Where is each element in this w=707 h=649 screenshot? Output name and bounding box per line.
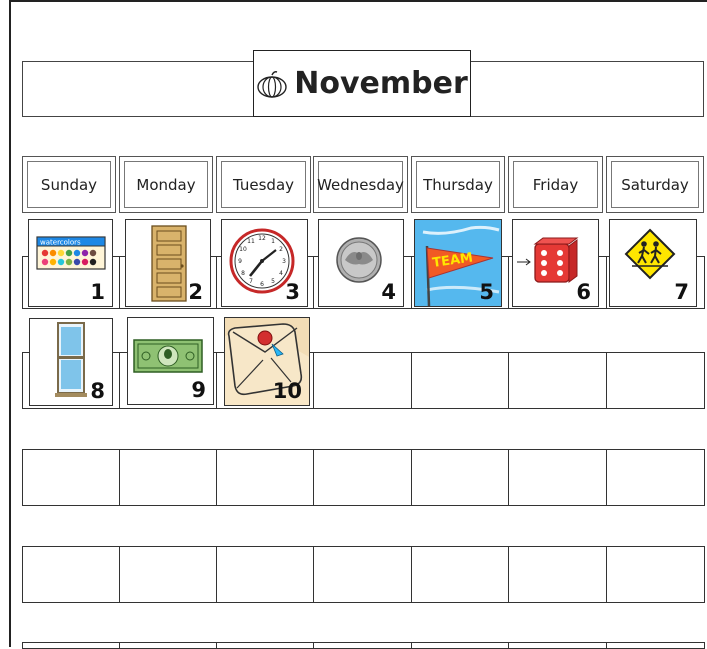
day-card-9[interactable]: [127, 317, 214, 405]
weekday-label: Sunday: [40, 175, 98, 194]
calendar-cell: [411, 449, 509, 506]
calendar-cell: [508, 352, 607, 409]
svg-text:11: 11: [247, 238, 255, 245]
calendar-cell: [508, 449, 607, 506]
day-number: 1: [90, 280, 105, 304]
calendar-cell: [22, 449, 120, 506]
day-card-3[interactable]: [221, 219, 308, 307]
pumpkin-icon: [256, 69, 288, 99]
weekday-label: Wednesday: [317, 175, 404, 194]
calendar-cell: [606, 449, 705, 506]
svg-text:8: 8: [241, 270, 245, 277]
weekday-header-friday: [508, 156, 603, 213]
svg-text:9: 9: [238, 258, 242, 265]
watercolors-label: watercolors: [40, 238, 81, 247]
svg-text:7: 7: [249, 278, 253, 285]
calendar-cell: [216, 449, 314, 506]
calendar-cell: [313, 642, 412, 649]
svg-text:5: 5: [271, 278, 275, 285]
calendar-cell: [606, 642, 705, 649]
calendar-cell: [411, 642, 509, 649]
weekday-header-thursday: [411, 156, 505, 213]
calendar-cell: [119, 546, 217, 603]
calendar-cell: [411, 352, 509, 409]
calendar-cell: [313, 546, 412, 603]
page-border-top: [9, 0, 707, 2]
day-card-4[interactable]: [318, 219, 404, 307]
day-card-8[interactable]: [29, 318, 113, 406]
calendar-cell: [119, 642, 217, 649]
day-number: 6: [576, 280, 591, 304]
weekday-label: Friday: [532, 175, 579, 194]
day-number: 3: [285, 280, 300, 304]
weekday-header-monday: [119, 156, 213, 213]
svg-text:12: 12: [258, 235, 266, 242]
day-card-5[interactable]: [414, 219, 502, 307]
day-card-2[interactable]: [125, 219, 211, 307]
month-title: November: [294, 66, 468, 101]
calendar-cell: [216, 546, 314, 603]
day-number: 4: [381, 280, 396, 304]
svg-text:6: 6: [260, 281, 264, 288]
day-number: 9: [191, 378, 206, 402]
svg-text:3: 3: [282, 258, 286, 265]
calendar-cell: [508, 642, 607, 649]
day-card-1[interactable]: [28, 219, 113, 307]
svg-text:10: 10: [239, 246, 247, 253]
day-card-10[interactable]: [224, 317, 310, 406]
svg-text:2: 2: [279, 246, 283, 253]
weekday-label: Tuesday: [232, 175, 295, 194]
pennant-label: TEAM: [431, 250, 474, 271]
weekday-header-wednesday: [313, 156, 408, 213]
weekday-header-saturday: [606, 156, 704, 213]
day-card-6[interactable]: [512, 219, 599, 307]
calendar-cell: [119, 449, 217, 506]
day-number: 8: [90, 379, 105, 403]
calendar-cell: [411, 546, 509, 603]
day-number: 7: [674, 280, 689, 304]
calendar-cell: [22, 546, 120, 603]
calendar-cell: [313, 449, 412, 506]
svg-text:4: 4: [279, 270, 283, 277]
calendar-cell: [313, 352, 412, 409]
calendar-cell: [22, 642, 120, 649]
calendar-cell: [606, 546, 705, 603]
page-border-left: [9, 0, 11, 647]
weekday-label: Monday: [136, 175, 196, 194]
day-number: 2: [188, 280, 203, 304]
calendar-cell: [606, 352, 705, 409]
day-card-7[interactable]: [609, 219, 697, 307]
weekday-header-sunday: [22, 156, 116, 213]
day-number: 5: [479, 280, 494, 304]
day-number: 10: [272, 379, 302, 403]
calendar-cell: [508, 546, 607, 603]
month-title-box: [253, 50, 471, 117]
svg-text:1: 1: [271, 238, 275, 245]
weekday-header-tuesday: [216, 156, 311, 213]
weekday-label: Saturday: [621, 175, 689, 194]
calendar-cell: [216, 642, 314, 649]
weekday-label: Thursday: [423, 175, 493, 194]
